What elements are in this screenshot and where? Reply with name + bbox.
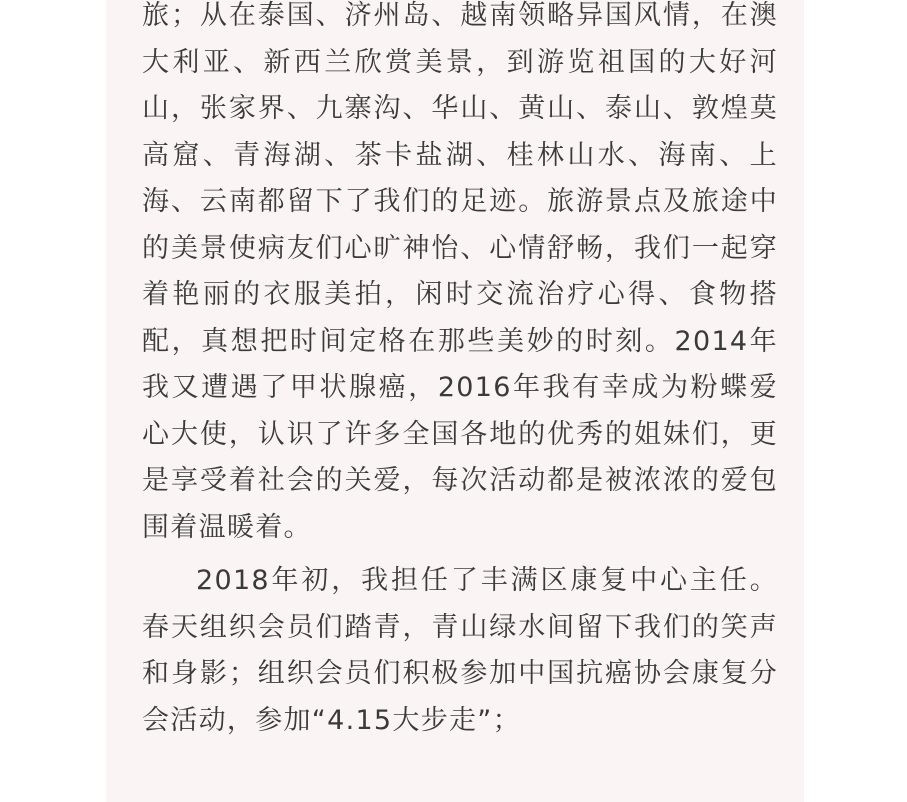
article-body bbox=[106, 0, 804, 802]
article-text bbox=[142, 0, 778, 751]
paragraph-rehab-center: 2018年初，我担任了丰满区康复中心主任。春天组织会员们踏青，青山绿水间留下我们的笑声和身影；组织会员们积极参加中国抗癌协会康复分会活动，参加“4.15大步走”； bbox=[142, 565, 778, 736]
paragraph-travel: 旅；从在泰国、济州岛、越南领略异国风情，在澳大利亚、新西兰欣赏美景，到游览祖国的大好河山，张家界、九寨沟、华山、黄山、泰山、敦煌莫高窟、青海湖、茶卡盐湖、桂林山水、海南、上海、云南都留下了我们的足迹。旅游景点及旅途中的美景使病友们心旷神怡、心情舒畅，我们一起穿着艳丽的衣服美拍，闲时交流治疗心得、食物搭配，真想把时间定格在那些美妙的时刻。2014年我又遭遇了甲状腺癌，2016年我有幸成为粉蝶爱心大使，认识了许多全国各地的优秀的姐妹们，更是享受着社会的关爱，每次活动都是被浓浓的爱包围着温暖着。 bbox=[142, 0, 778, 543]
